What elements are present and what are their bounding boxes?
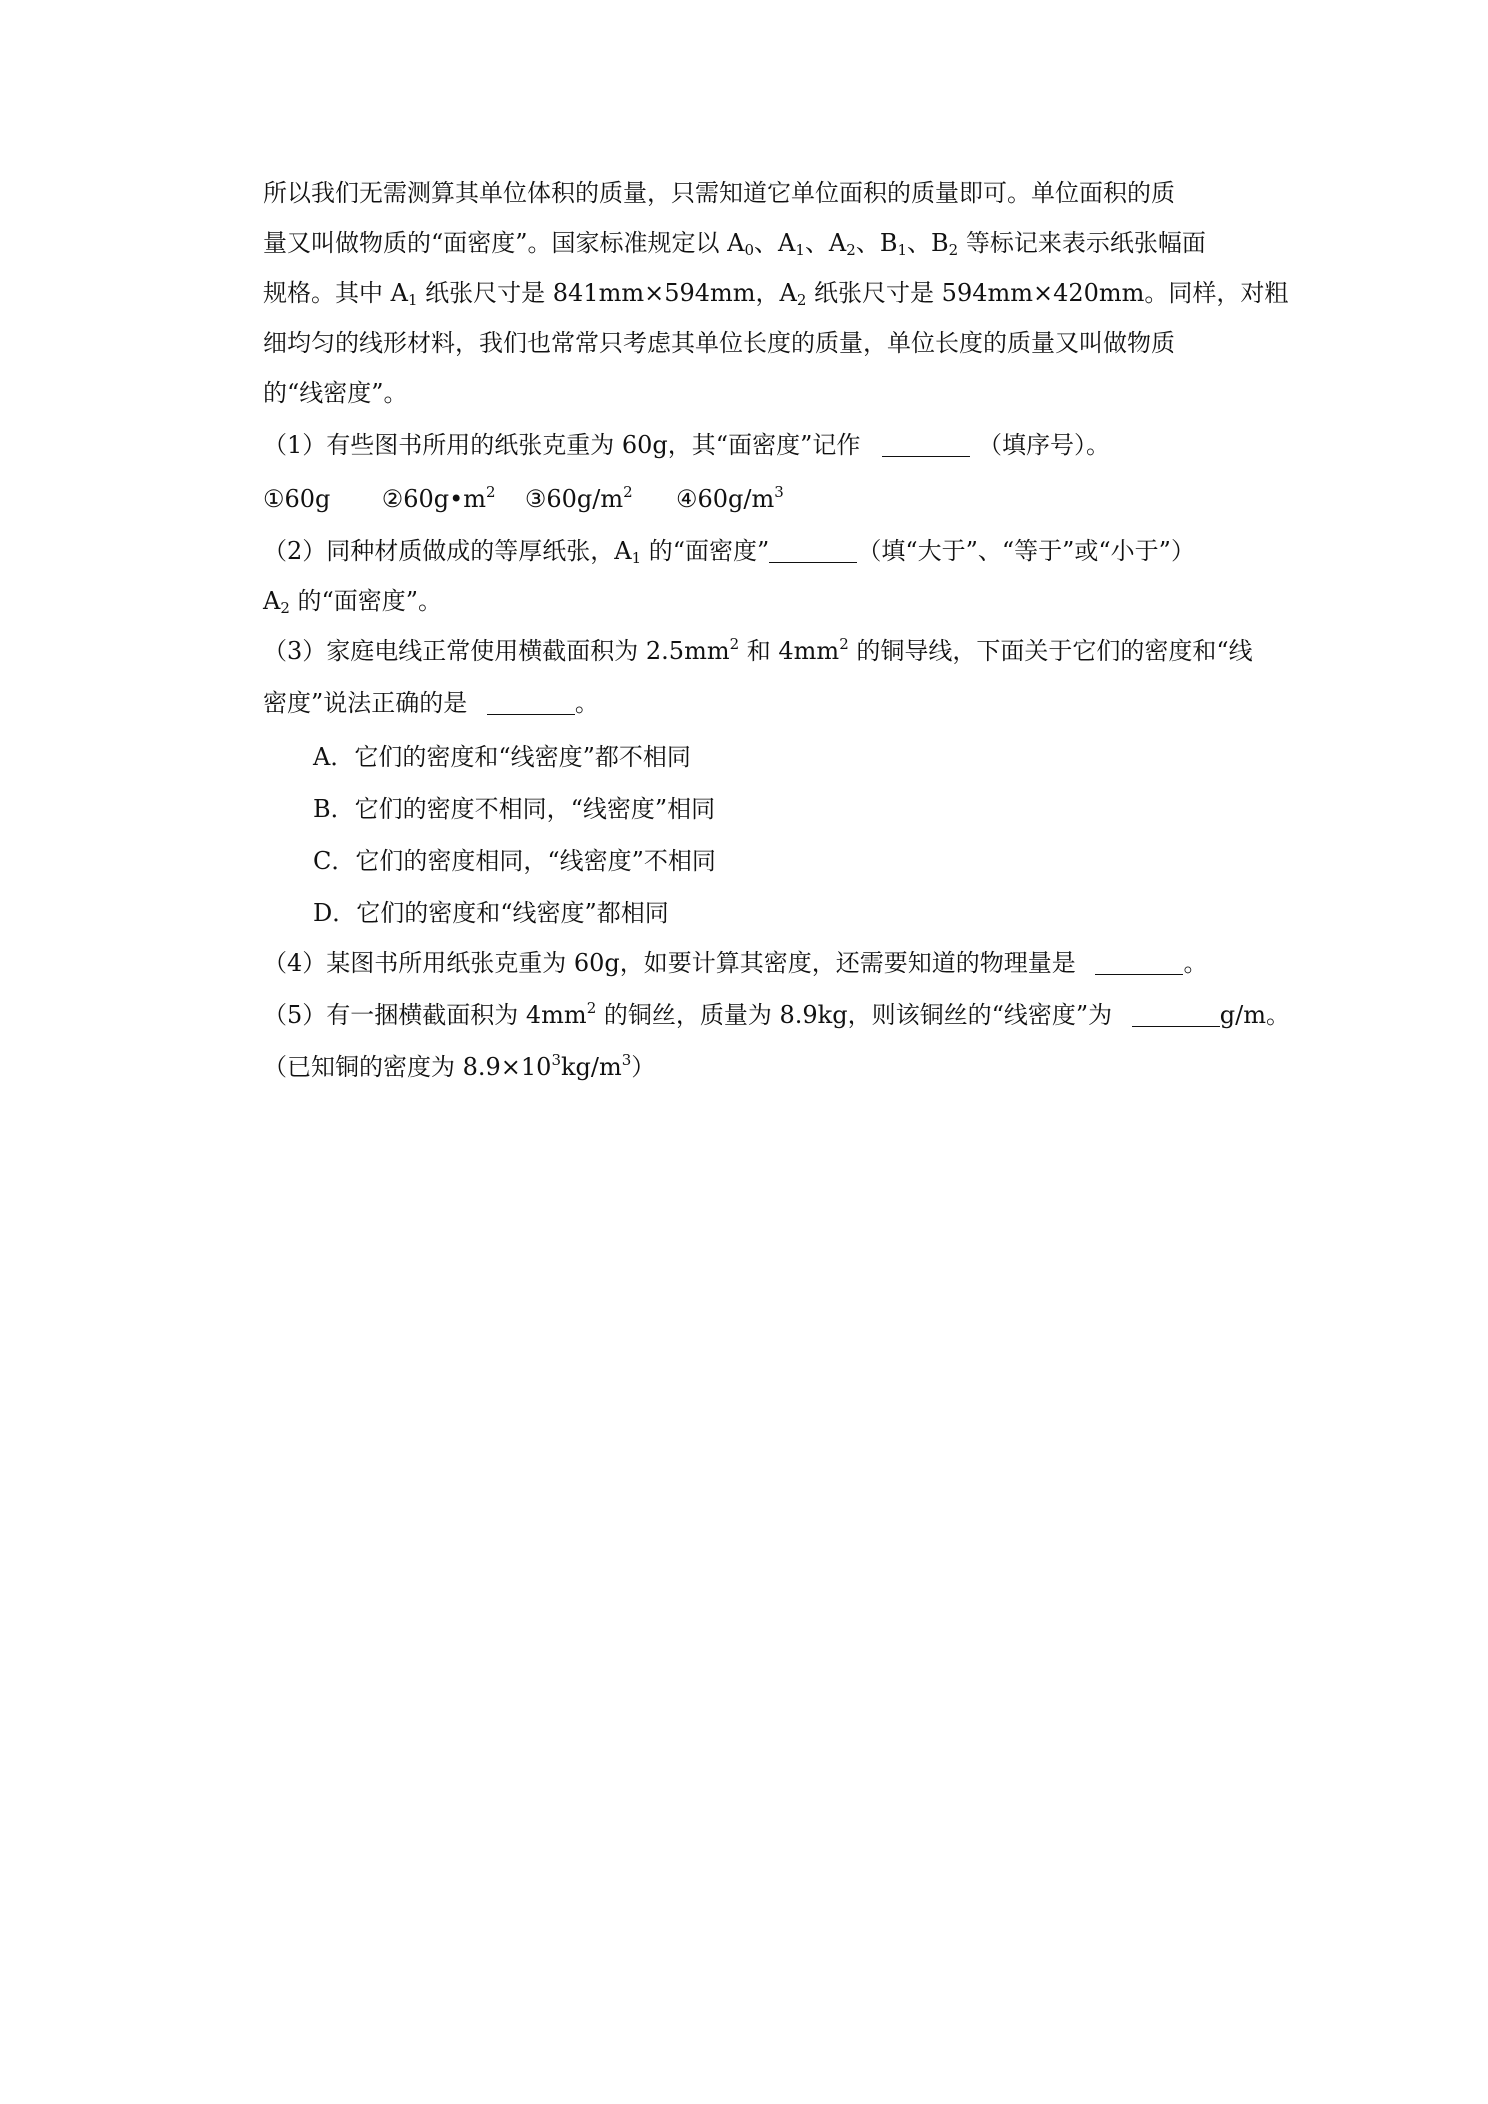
choice-c-text: C．它们的密度相同，“线密度”不相同 <box>313 847 716 875</box>
superscript: 2 <box>623 483 633 501</box>
question-3-text: （3）家庭电线正常使用横截面积为 2.5mm <box>263 637 730 665</box>
choice-a-text: A．它们的密度和“线密度”都不相同 <box>313 743 691 771</box>
question-4-text: （4）某图书所用纸张克重为 60g，如要计算其密度，还需要知道的物理量是 <box>263 949 1076 977</box>
question-2 <box>263 534 1195 568</box>
subscript: 0 <box>744 241 755 259</box>
question-5 <box>263 998 1290 1032</box>
passage-text: 、A <box>754 229 796 257</box>
subscript: 2 <box>948 241 959 259</box>
subscript: 1 <box>897 241 908 259</box>
passage-text: 纸张尺寸是 841mm×594mm，A <box>417 279 797 307</box>
question-3 <box>263 634 1253 668</box>
superscript: 3 <box>774 483 784 501</box>
question-3-line-2 <box>263 686 599 720</box>
question-4-text: 。 <box>1183 949 1208 977</box>
subscript: 1 <box>795 241 805 259</box>
superscript: 2 <box>486 483 496 501</box>
question-2-text: A <box>263 587 281 615</box>
option-4 <box>676 485 784 513</box>
answer-blank-2[interactable] <box>769 538 857 563</box>
superscript: 2 <box>586 999 597 1017</box>
subscript: 2 <box>280 599 290 617</box>
answer-blank-3[interactable] <box>487 690 575 715</box>
question-5-text: 的铜丝，质量为 8.9kg，则该铜丝的“线密度”为 <box>596 1001 1113 1029</box>
question-5-text: （已知铜的密度为 8.9×10 <box>263 1053 552 1081</box>
question-3-text: 密度”说法正确的是 <box>263 689 468 717</box>
option-1: ①60g <box>263 485 331 513</box>
superscript: 2 <box>729 635 740 653</box>
question-2-text: 的“面密度” <box>641 537 770 565</box>
passage-text: 等标记来表示纸张幅面 <box>958 229 1206 257</box>
question-2-text: 的“面密度”。 <box>289 587 443 615</box>
passage-line-2 <box>263 226 1206 260</box>
question-5-line-2 <box>263 1050 655 1084</box>
passage-text: 所以我们无需测算其单位体积的质量，只需知道它单位面积的质量即可。单位面积的质 <box>263 179 1175 207</box>
passage-text: 、B <box>907 229 949 257</box>
subscript: 1 <box>407 291 418 309</box>
passage-line-3 <box>263 276 1288 310</box>
passage-text: 量又叫做物质的“面密度”。国家标准规定以 A <box>263 229 745 257</box>
option-4-text: ④60g/m <box>675 485 775 513</box>
passage-line-4 <box>263 326 1175 360</box>
passage-text: 、A <box>804 229 847 257</box>
option-3-text: ③60g/m <box>524 485 624 513</box>
passage-line-5 <box>263 376 408 410</box>
question-2-line-2 <box>263 584 442 618</box>
question-1 <box>263 428 1110 462</box>
question-5-text: （5）有一捆横截面积为 4mm <box>263 1001 587 1029</box>
question-3-text: 的铜导线，下面关于它们的密度和“线 <box>848 637 1253 665</box>
answer-blank-1[interactable] <box>882 432 970 457</box>
question-3-text: 和 4mm <box>739 637 840 665</box>
choice-d-text: D．它们的密度和“线密度”都相同 <box>313 899 669 927</box>
question-1-text: （1）有些图书所用的纸张克重为 60g，其“面密度”记作 <box>263 431 861 459</box>
option-2-text: ②60g•m <box>381 485 487 513</box>
superscript: 3 <box>551 1051 561 1069</box>
passage-text: 的“线密度”。 <box>263 379 408 407</box>
question-2-text: （2）同种材质做成的等厚纸张，A <box>263 537 632 565</box>
option-2 <box>382 485 496 513</box>
choice-b-text: B．它们的密度不相同，“线密度”相同 <box>313 795 716 823</box>
passage-text: 细均匀的线形材料，我们也常常只考虑其单位长度的质量，单位长度的质量又叫做物质 <box>263 329 1175 357</box>
option-3 <box>525 485 633 513</box>
passage-text: 纸张尺寸是 594mm×420mm。同样，对粗 <box>806 279 1289 307</box>
choice-c <box>313 844 716 878</box>
question-5-unit: g/m。 <box>1219 1001 1290 1029</box>
answer-blank-5[interactable] <box>1132 1002 1220 1027</box>
passage-line-1 <box>263 176 1175 210</box>
choice-b <box>313 792 715 826</box>
question-3-text: 。 <box>574 689 599 717</box>
passage-text: 、B <box>855 229 898 257</box>
choice-d <box>313 896 669 930</box>
question-4 <box>263 946 1207 980</box>
answer-blank-4[interactable] <box>1095 950 1183 975</box>
superscript: 2 <box>839 635 849 653</box>
superscript: 3 <box>621 1051 632 1069</box>
question-5-text: kg/m <box>561 1053 622 1081</box>
question-1-options <box>263 482 784 516</box>
choice-a <box>313 740 691 774</box>
question-5-text: ） <box>631 1053 656 1081</box>
passage-text: 规格。其中 A <box>263 279 408 307</box>
subscript: 2 <box>846 241 856 259</box>
question-1-hint: （填序号）。 <box>977 431 1110 459</box>
subscript: 1 <box>631 549 642 567</box>
question-2-hint: （填“大于”、“等于”或“小于”） <box>857 537 1195 565</box>
subscript: 2 <box>796 291 807 309</box>
